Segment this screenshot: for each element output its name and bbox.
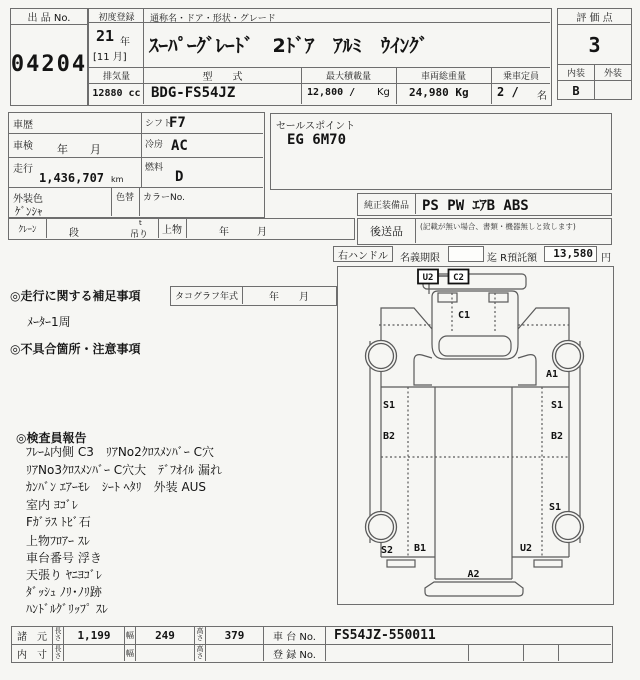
inner-length-label-cell: [53, 645, 64, 661]
model-label: 型 式: [202, 71, 243, 83]
inspector-line: ﾊﾝﾄﾞﾙｸﾞﾘｯﾌﾟ ｽﾚ: [26, 602, 108, 616]
later-items-row: [357, 218, 612, 245]
length-value: 1,199: [64, 627, 125, 644]
inspector-line: Fｶﾞﾗｽ ﾄﾋﾞ石: [26, 515, 91, 529]
first-reg-year-unit: 年: [120, 37, 130, 48]
diagram-label-c1: C1: [457, 310, 471, 321]
damage-diagram: [337, 266, 614, 605]
first-reg-month: [11 月]: [93, 52, 127, 63]
diagram-label-u2-top: U2: [422, 273, 434, 283]
meter-note: ﾒｰﾀｰ1周: [27, 315, 71, 329]
height-value: 379: [206, 627, 264, 644]
crane-divider-1: [46, 219, 47, 238]
history-label: 車歴: [13, 120, 33, 131]
registration-no-label: 登 録 No.: [264, 645, 326, 661]
crane-divider-3: [186, 219, 187, 238]
reg-cell-divider-3: [558, 645, 559, 661]
lot-label: 出 品 No.: [11, 9, 87, 25]
info-col-divider: [141, 113, 142, 187]
row-divider-2: [9, 157, 263, 158]
later-items-label: 後送品: [358, 219, 416, 243]
name-deadline-label: 名義期限: [400, 253, 440, 264]
crane-row: [8, 218, 355, 240]
score-label: 評 価 点: [558, 9, 631, 25]
tachograph-value: 年 月: [269, 292, 309, 303]
diagram-label-s1-left: S1: [383, 400, 396, 411]
length-label-cell: [53, 627, 64, 644]
inner-height-label: 高さ: [196, 645, 204, 660]
sales-point-box: [270, 113, 612, 190]
displacement-value: 12880 cc: [92, 88, 141, 99]
inner-height-label-cell: [195, 645, 206, 661]
sales-point-label: セールスポイント: [276, 121, 356, 132]
crane-lift-label: 吊り: [130, 230, 149, 240]
row-divider-3: [9, 187, 263, 188]
sales-point-text: EG 6M70: [287, 132, 347, 148]
capacity-unit: 名: [537, 91, 547, 102]
rear-bumper-shape: [425, 582, 523, 596]
inspector-lines-group1: [26, 444, 222, 532]
inspector-line: ﾘｱNo3ｸﾛｽﾒﾝﾊﾞｰ C穴大 ﾃﾞﾌｵｲﾙ 漏れ: [26, 462, 222, 477]
header-divider2: [89, 83, 550, 84]
diagram-label-a2: A2: [467, 569, 480, 580]
body-year-label: 年: [219, 227, 229, 238]
reg-cell-divider-1: [468, 645, 469, 661]
max-load-unit: Kg: [377, 87, 390, 98]
diagram-label-u2-bottom: U2: [520, 543, 533, 554]
tachograph-label: タコグラフ年式: [171, 287, 243, 304]
inner-length-label: 長さ: [54, 645, 62, 660]
deposit-label: 迄 R預託額: [487, 253, 538, 264]
tachograph-box: [170, 286, 337, 306]
inner-width-value: [136, 645, 195, 661]
interior-label: 内装: [558, 65, 595, 80]
equipment-row: [357, 193, 612, 216]
yen-label: 円: [601, 253, 611, 264]
spec-row-1: [12, 627, 611, 645]
inspector-line: ﾌﾚｰﾑ内側 C3 ﾘｱNo2ｸﾛｽﾒﾝﾊﾞｰ C穴: [26, 445, 214, 459]
capacity-value: 2 /: [497, 85, 519, 99]
fuel-label: 燃料: [145, 163, 164, 173]
crane-label: ｸﾚｰﾝ: [18, 225, 37, 235]
ac-label: 冷房: [145, 140, 164, 150]
info-table: [8, 112, 265, 218]
max-load-value: 12,800 /: [307, 87, 356, 98]
chassis-no-label: 車 台 No.: [264, 627, 326, 644]
crane-ton-label: t: [139, 219, 142, 227]
color-value: ｹﾞﾝｼｬ: [15, 205, 43, 218]
vehicle-name: ｽｰﾊﾟｰｸﾞﾚｰﾄﾞ 2ﾄﾞｱ ｱﾙﾐ ｳｲﾝｸﾞ: [149, 35, 429, 57]
mileage-label: 走行: [13, 164, 33, 175]
exterior-label: 外装: [603, 69, 622, 79]
inner-height-value: [206, 645, 264, 661]
color-label: 外装色: [13, 194, 43, 205]
mileage-value: 1,436,707: [39, 171, 105, 185]
name-deadline-field: [448, 246, 484, 262]
inspector-line: ﾀﾞｯｼｭ ﾉﾘ･ﾉﾘ跡: [26, 585, 102, 599]
diagram-label-b2-right: B2: [551, 431, 564, 442]
spec-row2-label: 内 寸: [12, 645, 53, 661]
color-col-divider-2: [139, 187, 140, 216]
inspector-line: 天張り ﾔﾆﾖｺﾞﾚ: [26, 568, 102, 582]
ac-value: AC: [171, 138, 188, 154]
shift-value: F7: [169, 115, 186, 131]
diagram-label-b1: B1: [414, 543, 427, 554]
mileage-unit: km: [111, 175, 124, 184]
inspector-title: ◎検査員報告: [16, 431, 87, 445]
displacement-label: 排気量: [102, 71, 130, 82]
first-reg-label: 初度登録: [98, 12, 135, 23]
diagram-label-c2: C2: [453, 273, 464, 283]
inspector-line: 室内 ﾖｺﾞﾚ: [26, 497, 78, 512]
diagram-label-s2: S2: [381, 545, 394, 556]
chassis-no-value: FS54JZ-550011: [334, 628, 436, 643]
later-items-note: (記載が無い場合、書類・機器無しと致します): [420, 222, 576, 231]
diagram-label-b2-left: B2: [383, 431, 396, 442]
height-label: 高さ: [196, 627, 204, 642]
diagram-label-s1-right-low: S1: [549, 502, 562, 513]
width-value: 249: [136, 627, 195, 644]
model-code: BDG-FS54JZ: [151, 85, 236, 101]
score-value: 3: [558, 25, 631, 65]
interior-grade: B: [558, 81, 595, 100]
truck-top-view-diagram: [338, 267, 612, 603]
mileage-note-title: ◎走行に関する補足事項: [10, 289, 141, 303]
deposit-amount: 13,580: [544, 246, 597, 262]
handle-badge: 右ハンドル: [333, 246, 393, 262]
inner-length-value: [64, 645, 125, 661]
length-label: 長さ: [54, 627, 62, 642]
equipment-label: 純正装備品: [358, 194, 416, 214]
defects-title: ◎不具合箇所・注意事項: [10, 342, 141, 356]
header-block: [88, 8, 552, 106]
inner-width-label: 幅: [125, 645, 136, 661]
lot-number: 04204: [10, 51, 88, 77]
gross-weight-label: 車両総重量: [420, 71, 466, 82]
equipment-value: PS PW ｴｱB ABS: [422, 198, 529, 214]
exterior-grade: [595, 81, 631, 100]
capacity-label: 乗車定員: [502, 71, 539, 82]
diagram-label-s1-right: S1: [551, 400, 564, 411]
width-label: 幅: [125, 627, 136, 644]
score-box: [557, 8, 632, 100]
vehicle-name-label: 通称名・ドア・形状・グレード: [150, 14, 276, 24]
shift-label: シフト: [145, 119, 173, 129]
fuel-value: D: [175, 169, 184, 185]
spec-row1-label: 諸 元: [12, 627, 53, 644]
row-divider-1: [9, 133, 263, 134]
spec-table: [11, 626, 613, 663]
max-load-label: 最大積載量: [325, 71, 371, 82]
height-label-cell: [195, 627, 206, 644]
body-label: 上物: [162, 225, 182, 236]
color-no-label: カラーNo.: [143, 193, 185, 203]
gross-weight-value: 24,980 Kg: [409, 86, 469, 99]
crane-stage-label: 段: [69, 228, 79, 239]
spec-row-2: [12, 645, 611, 661]
inspection-label: 車検: [13, 141, 33, 152]
first-reg-year: 21: [96, 27, 115, 45]
inspector-line: 車台番号 浮き: [26, 551, 102, 565]
reg-cell-divider-2: [523, 645, 524, 661]
inspector-line: ｶﾝﾊﾞﾝ ｴｱｰﾓﾚ ｼｰﾄ ﾍﾀﾘ 外装 AUS: [26, 480, 207, 494]
lot-box: [10, 8, 88, 106]
windshield-shape: [439, 336, 511, 356]
inspector-lines-group2: [26, 533, 108, 618]
inspection-value: 年 月: [57, 143, 101, 156]
diagram-label-a1: A1: [546, 369, 559, 380]
repaint-label: 色替: [115, 193, 134, 203]
body-month-label: 月: [257, 227, 267, 238]
inspector-line: 上物ﾌﾛｱｰ ｽﾚ: [26, 534, 90, 548]
